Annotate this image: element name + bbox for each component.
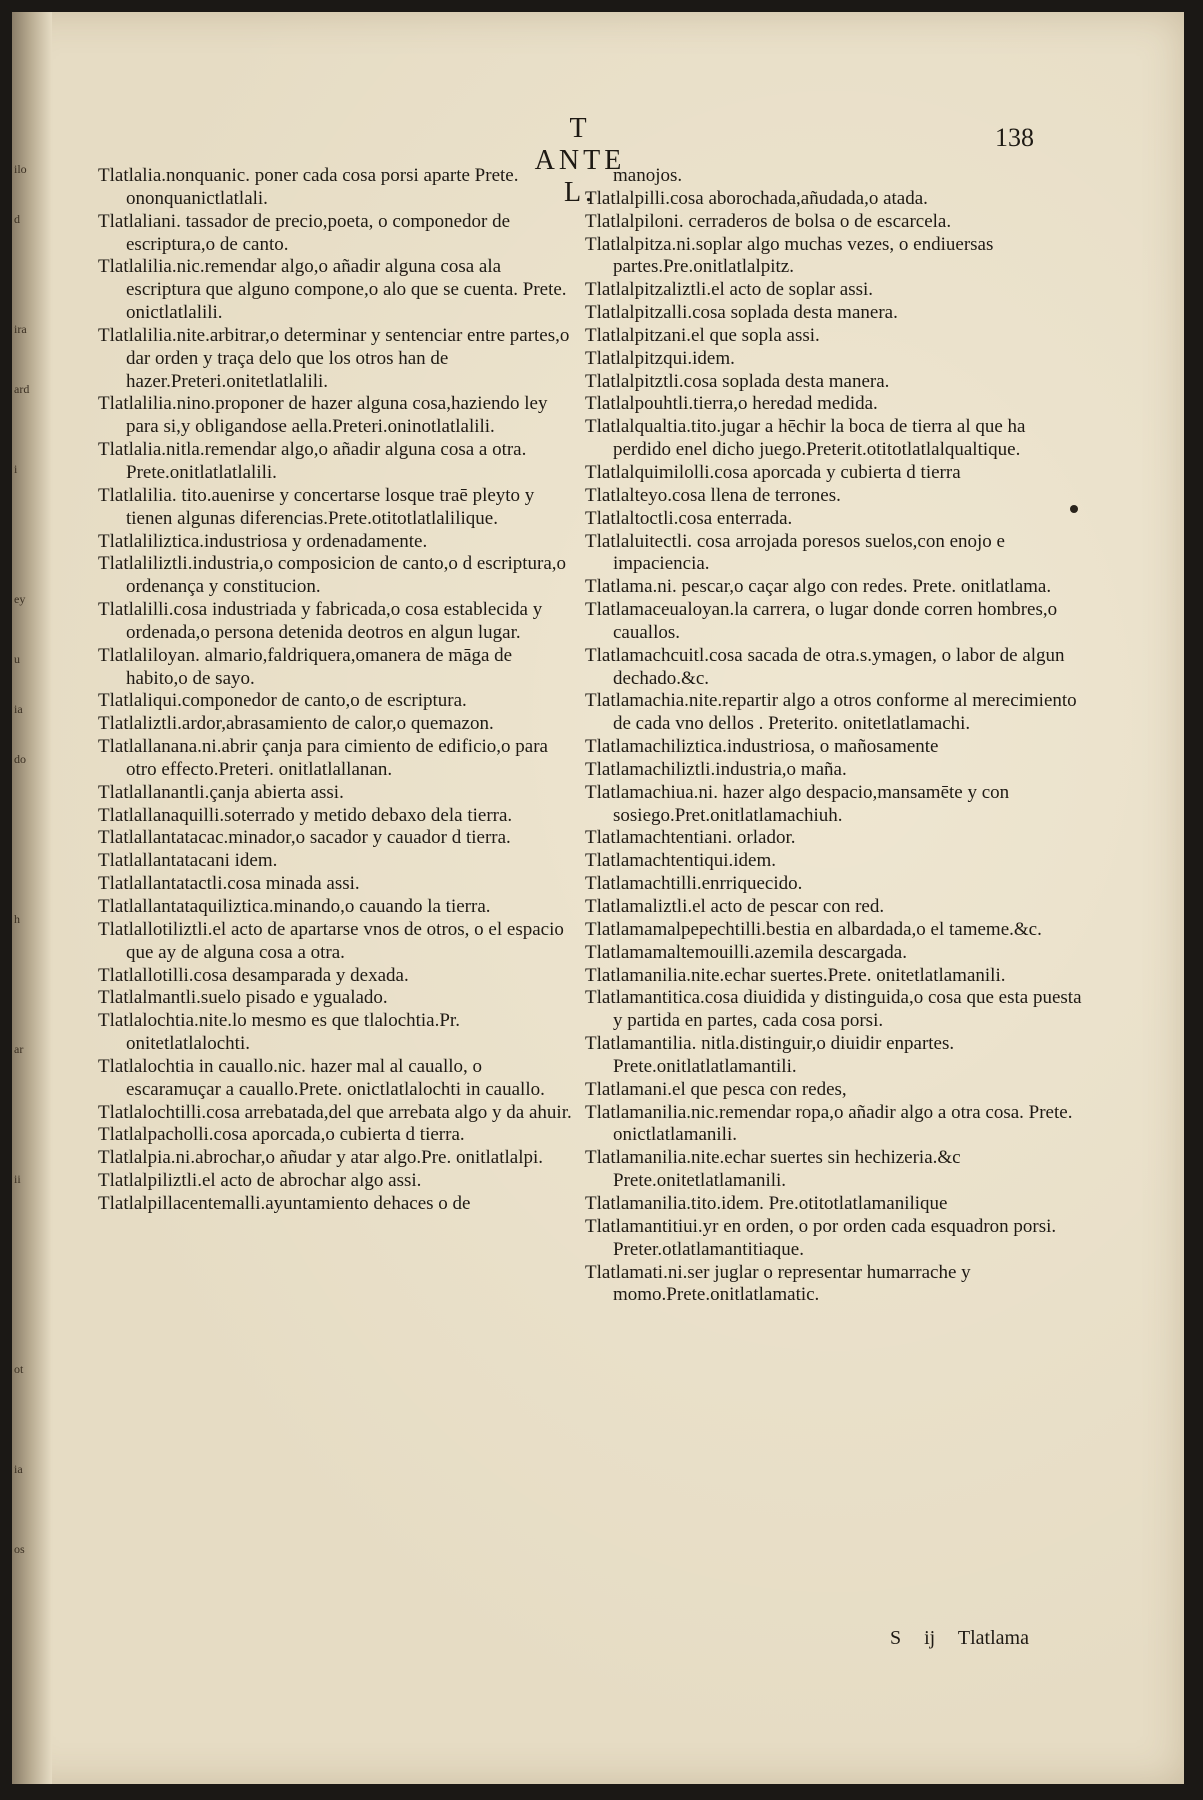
gutter-fragment: ar <box>14 1042 24 1056</box>
dictionary-entry: Tlatlallanana.ni.abrir çanja para cimiento de edificio,o para otro effecto.Preteri. onitlatlallanan. <box>98 736 548 780</box>
dictionary-entry: Tlatlamanilia.tito.idem. Pre.otitotlatlamanilique <box>585 1192 948 1214</box>
dictionary-entry: Tlatlamachcuitl.cosa sacada de otra.s.ymagen, o labor de algun dechado.&c. <box>585 644 1065 689</box>
dictionary-entry: Tlatlamati.ni.ser juglar o representar humarrache y momo.Prete.onitlatlamatic. <box>585 1261 971 1306</box>
dictionary-entry: Tlatlalpia.ni.abrochar,o añudar y atar algo.Pre. onitlatlalpi. <box>98 1147 544 1169</box>
gutter-fragment: ia <box>14 1462 23 1476</box>
dictionary-entry: Tlatlama.ni. pescar,o caçar algo con redes. Prete. onitlatlama. <box>585 576 1052 598</box>
gutter-fragment: os <box>14 1542 25 1556</box>
dictionary-entry: Tlatlalilia.nino.proponer de hazer alguna cosa,haziendo ley para si,y obligandose aella.Preteri.oninotlatlalili. <box>98 393 548 438</box>
dictionary-entry: Tlatlalpilli.cosa aborochada,añudada,o atada. <box>585 187 928 209</box>
dictionary-entry: Tlatlalpitztli.cosa soplada desta manera. <box>585 370 890 392</box>
dictionary-entry: Tlatlaltoctli.cosa enterrada. <box>585 507 793 529</box>
running-head: T ANTE L. <box>534 113 626 208</box>
catchword: S ij Tlatlama <box>890 1627 1029 1649</box>
dictionary-entry: Tlatlalilia. tito.auenirse y concertarse losque traē pleyto y tienen algunas diferencias.Prete.otitotlatlalilique. <box>98 484 535 529</box>
ink-blemish <box>1070 505 1078 513</box>
dictionary-entry: Tlatlaliztli.ardor,abrasamiento de calor,o quemazon. <box>98 713 494 735</box>
dictionary-entry: Tlatlallotilli.cosa desamparada y dexada. <box>98 964 409 986</box>
dictionary-entry: Tlatlalia.nonquanic. poner cada cosa porsi aparte Prete. ononquanictlatlali. <box>98 165 519 209</box>
dictionary-entry: Tlatlalpillacentemalli.ayuntamiento dehaces o de <box>98 1192 471 1214</box>
dictionary-entry: Tlatlalqualtia.tito.jugar a hēchir la boca de tierra al que ha perdido enel dicho juego.Preterit.otitotlatlalqualtique. <box>585 416 1026 461</box>
dictionary-entry: Tlatlaliliztica.industriosa y ordenadamente. <box>98 530 428 552</box>
gutter-fragment: do <box>14 752 26 766</box>
dictionary-entry: Tlatlalpitza.ni.soplar algo muchas vezes, o endiuersas partes.Pre.onitlatlalpitz. <box>585 233 994 278</box>
dictionary-entry: Tlatlamamalpepechtilli.bestia en albardada,o el tameme.&c. <box>585 918 1042 940</box>
dictionary-entry: Tlatlallantatacani idem. <box>98 850 278 872</box>
dictionary-entry: Tlatlamantilia. nitla.distinguir,o diuidir enpartes. Prete.onitlatlatlamantili. <box>585 1033 955 1077</box>
dictionary-entry: Tlatlalia.nitla.remendar algo,o añadir alguna cosa a otra. Prete.onitlatlatlalili. <box>98 439 527 483</box>
dictionary-entry: Tlatlamanilia.nite.echar suertes sin hechizeria.&c Prete.onitetlatlamanili. <box>585 1147 961 1192</box>
dictionary-entry: Tlatlalpitzalli.cosa soplada desta manera. <box>585 302 898 324</box>
dictionary-entry: Tlatlamachia.nite.repartir algo a otros conforme al merecimiento de cada vno dellos . Preterito. onitetlatlamachi. <box>585 690 1077 735</box>
dictionary-entry: Tlatlamaliztli.el acto de pescar con red. <box>585 896 885 917</box>
gutter-fragment: i <box>14 462 18 476</box>
dictionary-entry: Tlatlalpitzaliztli.el acto de soplar assi. <box>585 279 874 301</box>
dictionary-entry: Tlatlamantitica.cosa diuidida y distinguida,o cosa que esta puesta y partida en partes, cada cosa porsi. <box>585 987 1082 1032</box>
dictionary-entry: Tlatlalpitzani.el que sopla assi. <box>585 324 820 346</box>
dictionary-entry: Tlatlaliliztli.industria,o composicion de canto,o d escriptura,o ordenança y constitucion. <box>98 553 567 598</box>
dictionary-entry: Tlatlaliqui.componedor de canto,o de escriptura. <box>98 690 467 712</box>
dictionary-entry: Tlatlamachiua.ni. hazer algo despacio,mansamēte y con sosiego.Pret.onitlatlamachiuh. <box>585 781 1010 826</box>
dictionary-entry: Tlatlamanilia.nic.remendar ropa,o añadir algo a otra cosa. Prete. onictlatlamanili. <box>585 1101 1073 1146</box>
gutter-fragment: d <box>14 212 20 226</box>
gutter-fragment: ot <box>14 1362 24 1376</box>
dictionary-entry: Tlatlamantitiui.yr en orden, o por orden cada esquadron porsi. Preter.otlatlamantitiaque. <box>585 1215 1057 1260</box>
dictionary-entry: Tlatlalpiliztli.el acto de abrochar algo assi. <box>98 1170 422 1192</box>
dictionary-entry: Tlatlamamaltemouilli.azemila descargada. <box>585 941 907 963</box>
dictionary-entry: Tlatlalmantli.suelo pisado e ygualado. <box>98 987 388 1009</box>
dictionary-entry: Tlatlamaceualoyan.la carrera, o lugar donde corren hombres,o cauallos. <box>585 599 1058 643</box>
dictionary-entry: Tlatlalilia.nic.remendar algo,o añadir alguna cosa ala escriptura que alguno compone,o alo que se cuenta. Prete. onictlatlalili. <box>98 256 567 324</box>
gutter-fragment: ilo <box>14 162 27 176</box>
dictionary-entry: Tlatlalilia.nite.arbitrar,o determinar y sentenciar entre partes,o dar orden y traça delo que los otros han de hazer.Preteri.onitetlatlalili. <box>98 324 570 392</box>
dictionary-entry: Tlatlamanilia.nite.echar suertes.Prete. onitetlatlamanili. <box>585 964 1006 986</box>
dictionary-entry: Tlatlalpouhtli.tierra,o heredad medida. <box>585 393 878 415</box>
gutter-fragment: ard <box>14 382 30 396</box>
dictionary-entry: manojos. <box>613 165 683 186</box>
gutter-fragment: u <box>14 652 20 666</box>
dictionary-entry: Tlatlamachiliztica.industriosa, o mañosamente <box>585 736 939 758</box>
gutter-fragment: h <box>14 912 20 926</box>
dictionary-entry: Tlatlamachiliztli.industria,o maña. <box>585 758 847 780</box>
folio-number: 138 <box>995 123 1034 152</box>
dictionary-entry: Tlatlalochtia.nite.lo mesmo es que tlalochtia.Pr. onitetlatlalochti. <box>98 1010 460 1055</box>
gutter-edge <box>12 12 52 1784</box>
dictionary-entry: Tlatlallantataquiliztica.minando,o cauando la tierra. <box>98 896 491 917</box>
gutter-fragment: ira <box>14 322 27 336</box>
dictionary-entry: Tlatlallanantli.çanja abierta assi. <box>98 781 344 803</box>
dictionary-entry: Tlatlalpiloni. cerraderos de bolsa o de escarcela. <box>585 210 952 232</box>
gutter-fragment: ia <box>14 702 23 716</box>
left-column <box>98 165 578 1216</box>
dictionary-entry: Tlatlamachtentiqui.idem. <box>585 850 776 872</box>
dictionary-entry: Tlatlalochtia in cauallo.nic. hazer mal al cauallo, o escaramuçar a cauallo.Prete. onictlatlalochti in cauallo. <box>98 1055 545 1100</box>
dictionary-entry: Tlatlallantatacac.minador,o sacador y cauador d tierra. <box>98 827 511 849</box>
dictionary-entry: Tlatlamani.el que pesca con redes, <box>585 1078 847 1100</box>
dictionary-entry: Tlatlaliloyan. almario,faldriquera,omanera de māga de habito,o de sayo. <box>98 644 513 689</box>
dictionary-entry: Tlatlalochtilli.cosa arrebatada,del que arrebata algo y da ahuir. <box>98 1101 572 1123</box>
dictionary-entry: Tlatlallantatactli.cosa minada assi. <box>98 873 360 895</box>
dictionary-entry: Tlatlalteyo.cosa llena de terrones. <box>585 484 841 506</box>
dictionary-entry: Tlatlalpacholli.cosa aporcada,o cubierta d tierra. <box>98 1124 465 1146</box>
dictionary-entry: Tlatlallanaquilli.soterrado y metido debaxo dela tierra. <box>98 804 513 826</box>
right-column <box>585 165 1085 1307</box>
dictionary-entry: Tlatlallotiliztli.el acto de apartarse vnos de otros, o el espacio que ay de alguna cosa a otra. <box>98 918 564 963</box>
dictionary-entry: Tlatlamachtilli.enrriquecido. <box>585 873 803 895</box>
dictionary-entry: Tlatlalilli.cosa industriada y fabricada,o cosa establecida y ordenada,o persona detenida deotros en algun lugar. <box>98 599 543 643</box>
gutter-fragment: ii <box>14 1172 21 1186</box>
dictionary-entry: Tlatlamachtentiani. orlador. <box>585 827 796 849</box>
dictionary-entry: Tlatlalquimilolli.cosa aporcada y cubierta d tierra <box>585 461 961 483</box>
dictionary-entry: Tlatlaliani. tassador de precio,poeta, o componedor de escriptura,o de canto. <box>98 210 511 255</box>
dictionary-entry: Tlatlaluitectli. cosa arrojada poresos suelos,con enojo e impaciencia. <box>585 530 1005 575</box>
dictionary-entry: Tlatlalpitzqui.idem. <box>585 347 735 369</box>
gutter-fragment: ey <box>14 592 26 606</box>
